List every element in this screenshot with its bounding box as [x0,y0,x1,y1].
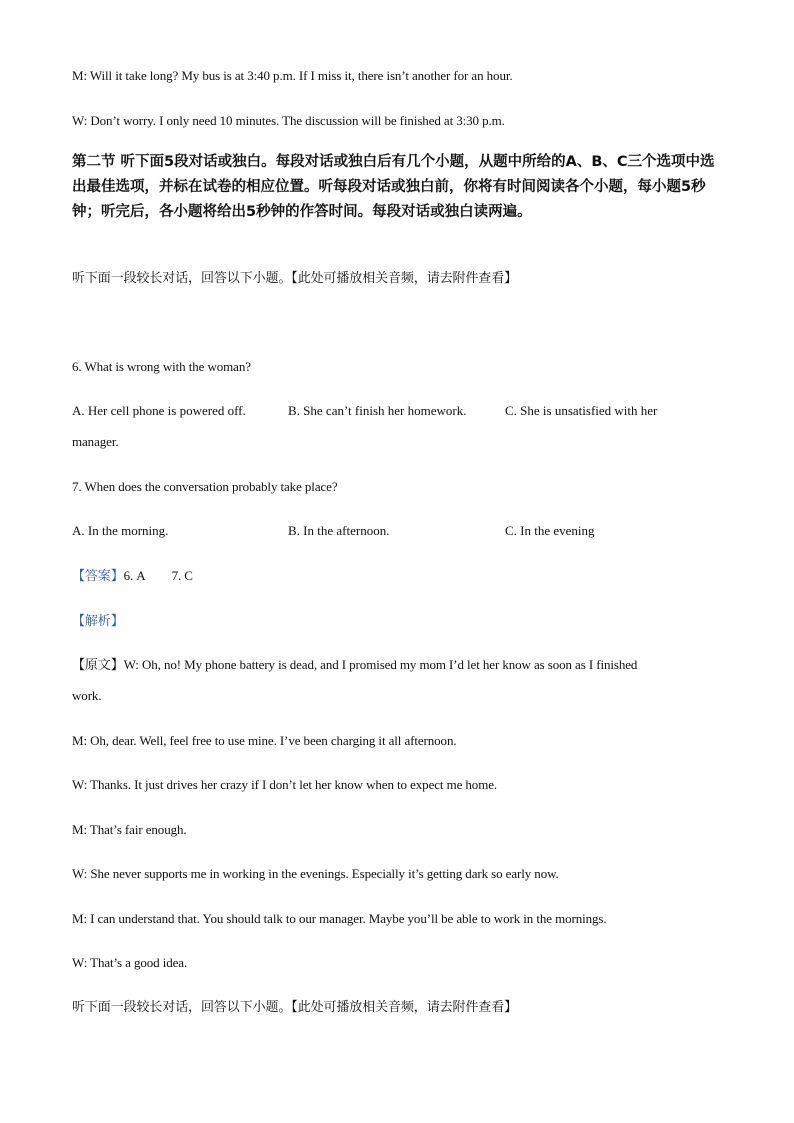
transcript-tag: 【原文】 [72,658,124,673]
answer-line [72,568,193,585]
dialogue-line-m: M: Will it take long? My bus is at 3:40 p.m. If I miss it, there isn’t another for an hour. [72,68,513,83]
answer-q6: 6. A [123,568,146,583]
transcript-line-4: M: That’s fair enough. [72,822,187,837]
listening-instruction: 听下面一段较长对话，回答以下小题。【此处可播放相关音频，请去附件查看】 [72,271,518,286]
question-6-option-c-cont: manager. [72,434,119,449]
transcript-line-1 [72,657,637,674]
question-6-option-a: A. Her cell phone is powered off. [72,403,246,418]
question-6-stem: 6. What is wrong with the woman? [72,359,251,374]
transcript-line-5: W: She never supports me in working in the evenings. Especially it’s getting dark so early now. [72,866,559,881]
question-7-option-a: A. In the morning. [72,523,169,538]
transcript-line-1-text: W: Oh, no! My phone battery is dead, and I promised my mom I’d let her know as soon as I finished [123,657,638,672]
analysis-tag: 【解析】 [72,614,124,629]
question-7-stem: 7. When does the conversation probably take place? [72,479,338,494]
section-heading: 第二节 听下面5段对话或独白。每段对话或独白后有几个小题，从题中所给的A、B、C三个选项中选出最佳选项，并标在试卷的相应位置。听每段对话或独白前，你将有时间阅读各个小题，每小题5秒钟；听完后，各小题将给出5秒钟的作答时间。每段对话或独白读两遍。 [72,154,715,220]
analysis-line [72,613,124,630]
dialogue-line-w: W: Don’t worry. I only need 10 minutes. The discussion will be finished at 3:30 p.m. [72,113,505,128]
question-7-option-c: C. In the evening [505,523,595,538]
transcript-line-6: M: I can understand that. You should talk to our manager. Maybe you’ll be able to work in the mornings. [72,911,607,926]
transcript-line-2: M: Oh, dear. Well, feel free to use mine. I’ve been charging it all afternoon. [72,733,457,748]
transcript-line-3: W: Thanks. It just drives her crazy if I don’t let her know when to expect me home. [72,777,498,792]
transcript-line-1-cont: work. [72,688,102,703]
question-6-option-c: C. She is unsatisfied with her [505,403,658,418]
transcript-line-7: W: That’s a good idea. [72,955,188,970]
listening-instruction-2: 听下面一段较长对话，回答以下小题。【此处可播放相关音频，请去附件查看】 [72,1000,518,1015]
question-7-option-b: B. In the afternoon. [288,523,390,538]
answer-tag: 【答案】 [72,569,124,584]
question-6-option-b: B. She can’t finish her homework. [288,403,467,418]
answer-q7: 7. C [171,568,193,583]
